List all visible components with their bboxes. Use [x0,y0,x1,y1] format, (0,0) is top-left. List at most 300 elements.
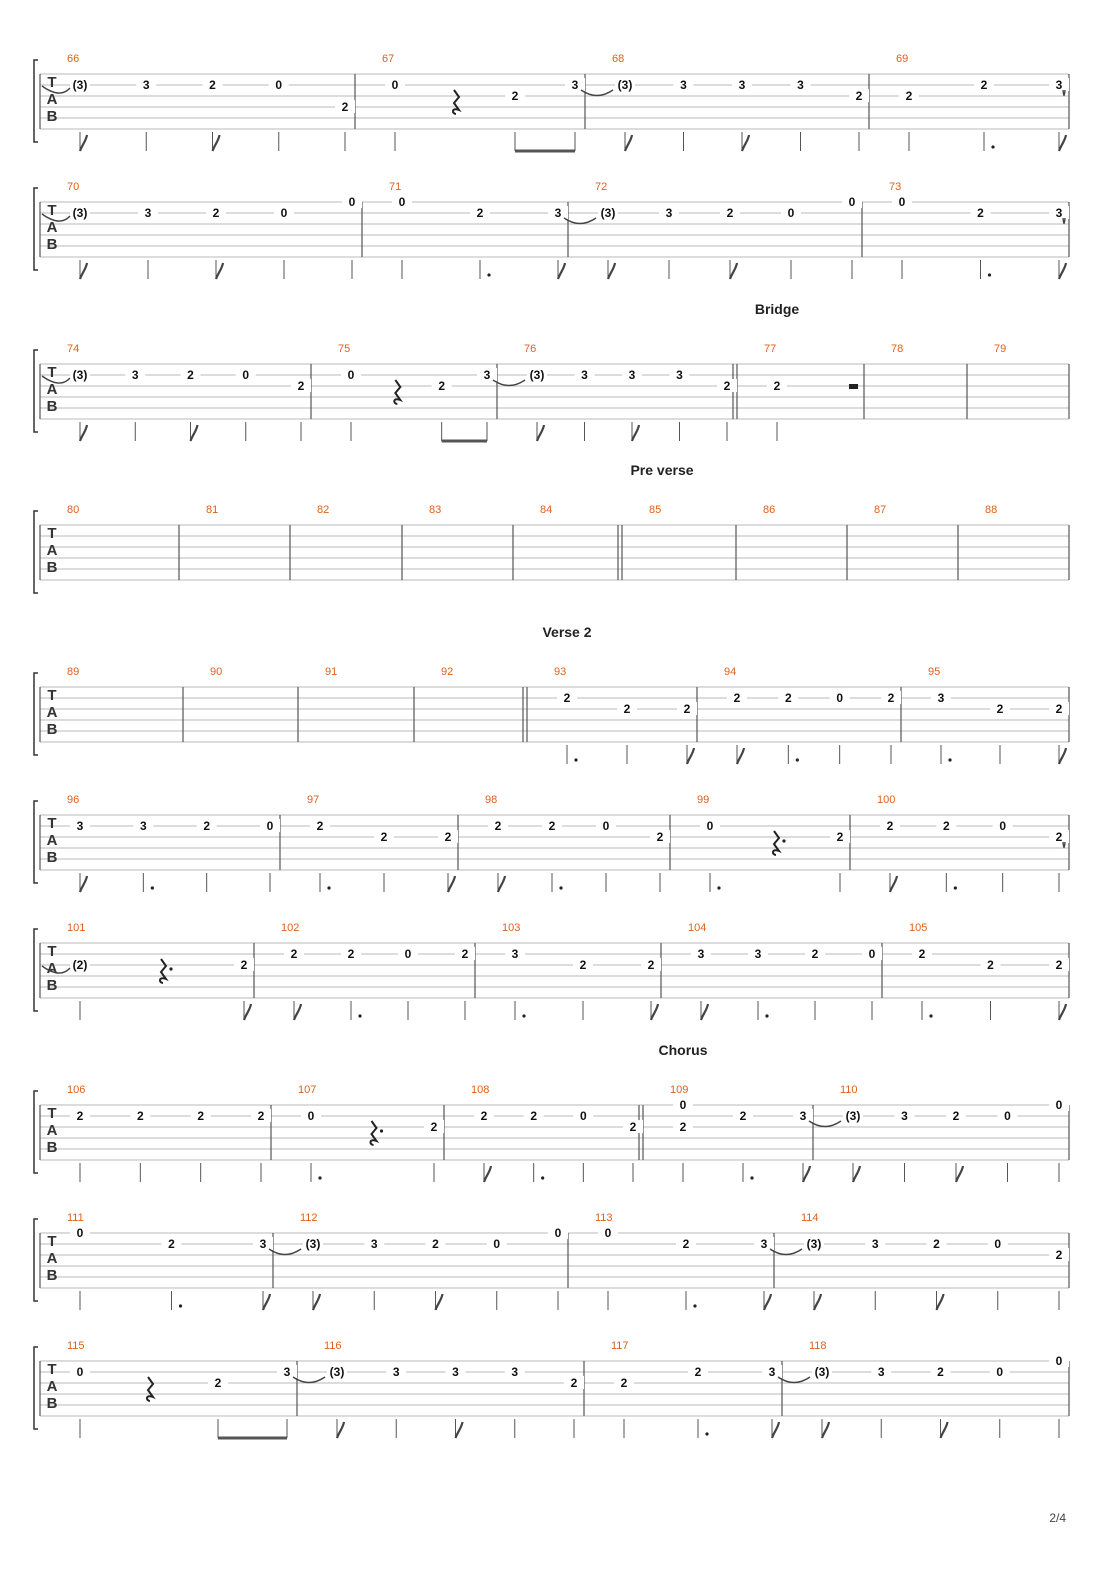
fret-number: 0 [348,195,356,209]
quarter-rest [370,1121,376,1145]
fret-number: 3 [581,368,588,382]
fret-number: 3 [665,206,673,220]
eighth-flag [822,1422,829,1438]
eighth-flag [80,876,87,892]
eighth-flag [498,876,505,892]
fret-number: 0 [266,819,274,833]
measure-number: 67 [382,53,395,65]
measure-number: 102 [281,922,300,934]
eighth-flag [1059,748,1066,764]
fret-number: (3) [617,78,633,92]
measure-number: 86 [763,504,776,516]
fret-number: 2 [548,819,556,833]
measure-number: 71 [389,181,402,193]
fret-number: 2 [444,830,452,844]
fret-number: 3 [571,78,579,92]
eighth-flag [263,1294,270,1310]
measure [840,1084,1069,1182]
measure-number: 114 [801,1212,819,1224]
fret-number: 2 [432,1237,439,1251]
fret-number: 3 [628,368,636,382]
quarter-rest [394,380,400,404]
measure-number: 66 [67,53,80,65]
eighth-flag [484,1166,491,1182]
fret-number: 3 [392,1365,400,1379]
system-bracket [34,60,38,142]
fret-number: 0 [1004,1109,1011,1123]
measure [595,181,862,279]
measure-number: 74 [67,343,80,355]
fret-number: 0 [602,819,610,833]
measure [42,922,254,1020]
eighth-flag [216,263,223,279]
measure-number: 94 [724,666,737,678]
fret-number: 3 [283,1365,291,1379]
fret-number: 2 [430,1120,438,1134]
tab-clef-letter: B [46,108,58,125]
tab-clef-letter: A [46,1378,58,1395]
measure [317,504,329,516]
fret-number: 2 [933,1237,940,1251]
dot [796,758,799,761]
fret-number: 2 [629,1120,637,1134]
fret-number: 2 [937,1365,944,1379]
fret-number: 2 [168,1237,175,1251]
fret-number: 2 [570,1376,578,1390]
fret-number: 2 [987,958,994,972]
measure [67,1212,301,1310]
staff-system [34,1042,1069,1182]
measure [540,504,552,516]
fret-number: 2 [563,691,571,705]
measure [649,504,661,516]
fret-number: 2 [511,89,519,103]
fret-number: 0 [76,1226,84,1240]
fret-number: 2 [494,819,502,833]
system-bracket [34,801,38,883]
fret-number: (3) [72,206,88,220]
measure [298,1084,444,1182]
measure-number: 93 [554,666,567,678]
measure-number: 99 [697,794,710,806]
fret-number: 2 [977,206,984,220]
fret-number: (3) [305,1237,321,1251]
fret-number: 3 [760,1237,768,1251]
measure-number: 108 [471,1084,490,1096]
fret-number: 3 [797,78,804,92]
fret-number: 2 [212,206,220,220]
measure [67,1340,325,1438]
measure-number: 101 [67,922,86,934]
dot [541,1176,544,1179]
measure [42,53,355,151]
fret-number: 2 [290,947,298,961]
fret-number: 3 [131,368,139,382]
fret-number: 3 [511,947,519,961]
eighth-flag [814,1294,821,1310]
fret-number: 2 [656,830,664,844]
tie [493,380,525,386]
measure [891,343,903,355]
measure [300,1212,568,1310]
fret-number: 2 [836,830,844,844]
dot [717,886,720,889]
dot [954,886,957,889]
tab-clef-letter: B [46,1139,58,1156]
fret-number: 0 [996,1365,1004,1379]
fret-number: (3) [72,78,88,92]
dot [765,1014,768,1017]
fret-number: 0 [398,195,406,209]
fret-number: 2 [480,1109,488,1123]
fret-number: 2 [1055,702,1063,716]
tie [269,1249,301,1255]
eighth-flag [337,1422,344,1438]
measure-number: 104 [688,922,707,934]
measure [471,1084,643,1182]
tab-clef-letter: T [47,943,57,960]
tab-clef-letter: B [46,398,58,415]
tab-clef-letter: B [46,1267,58,1284]
section-label: Verse 2 [542,624,592,640]
measure [67,1084,271,1182]
eighth-flag [80,135,87,151]
eighth-flag [742,135,749,151]
dot [782,839,785,842]
measure-number: 81 [206,504,219,516]
tab-clef-letter: T [47,1105,57,1122]
fret-number: 2 [784,691,792,705]
fret-number: 2 [942,819,950,833]
fret-number: 2 [240,958,248,972]
measure [210,666,222,678]
fret-number: 2 [197,1109,205,1123]
fret-number: 2 [694,1365,702,1379]
measure-number: 69 [896,53,909,65]
staff-system [34,181,1069,279]
fret-number: 0 [242,368,250,382]
measure-number: 111 [67,1212,84,1224]
eighth-flag [436,1294,443,1310]
tab-clef-letter: T [47,202,57,219]
fret-number: (3) [72,368,88,382]
dot [705,1432,708,1435]
half-rest [849,384,858,389]
fret-number: 2 [209,78,216,92]
eighth-flag [244,1004,251,1020]
fret-number: 2 [214,1376,222,1390]
fret-number: 0 [493,1237,501,1251]
staff-system [34,1340,1069,1438]
tie [778,1377,810,1383]
eighth-flag [890,876,897,892]
tie [564,218,596,224]
eighth-flag [701,1004,708,1020]
tab-clef-letter: A [46,381,58,398]
fret-number: 0 [280,206,288,220]
fret-number: 2 [887,691,895,705]
eighth-flag [537,425,544,441]
dot [929,1014,932,1017]
fret-number: 2 [918,947,926,961]
tab-clef-letter: T [47,364,57,381]
fret-number: 2 [187,368,194,382]
tab-clef-letter: A [46,91,58,108]
measure [325,666,337,678]
fret-number: 2 [726,206,734,220]
measure [724,666,901,764]
tie [809,1121,841,1127]
fret-number: 2 [257,1109,265,1123]
fret-number: 3 [901,1109,908,1123]
measure-number: 105 [909,922,928,934]
measure [429,504,441,516]
fret-number: 3 [676,368,683,382]
quarter-rest [147,1377,153,1401]
measure-number: 100 [877,794,896,806]
measure [595,1212,802,1310]
tab-clef-letter: T [47,815,57,832]
eighth-flag [191,425,198,441]
tab-clef-letter: A [46,832,58,849]
measure [809,1340,1069,1438]
staff-system [34,53,1069,151]
measure-number: 70 [67,181,80,193]
measure [307,794,458,892]
section-label: Pre verse [630,462,694,478]
system-bracket [34,673,38,755]
measure [382,53,613,151]
fret-number: (3) [600,206,616,220]
system-bracket [34,1347,38,1429]
tab-clef-letter: B [46,236,58,253]
eighth-flag [456,1422,463,1438]
measure-number: 92 [441,666,454,678]
measure [874,504,886,516]
measure [928,666,1069,764]
measure [763,504,775,516]
fret-number: 2 [461,947,469,961]
eighth-flag [937,1294,944,1310]
measure [281,922,475,1020]
measure [206,504,218,516]
fret-number: 2 [297,379,305,393]
fret-number: 3 [768,1365,776,1379]
measure [324,1340,584,1438]
eighth-flag [956,1166,963,1182]
eighth-flag [313,1294,320,1310]
system-bracket [34,929,38,1011]
tab-clef-letter: B [46,559,58,576]
tie [581,90,613,96]
tab-clef-letter: T [47,525,57,542]
measure [485,794,670,892]
staff-system [34,462,1069,593]
measure-number: 107 [298,1084,317,1096]
fret-number: 2 [811,947,819,961]
fret-number: 2 [723,379,731,393]
measure-number: 84 [540,504,553,516]
eighth-flag [608,263,615,279]
fret-number: 3 [144,206,152,220]
measure [985,504,997,516]
fret-number: 0 [604,1226,612,1240]
eighth-flag [213,135,220,151]
fret-number: 3 [738,78,746,92]
fret-number: 2 [647,958,655,972]
fret-number: 0 [554,1226,562,1240]
fret-number: 0 [404,947,412,961]
measure [801,1212,1069,1310]
fret-number: (3) [806,1237,822,1251]
dot [487,273,490,276]
fret-number: 3 [259,1237,267,1251]
fret-number: 3 [937,691,945,705]
measure-number: 73 [889,181,902,193]
fret-number: 2 [341,100,349,114]
fret-number: 2 [203,819,211,833]
fret-number: 3 [139,819,147,833]
fret-number: (3) [814,1365,830,1379]
measure-number: 89 [67,666,80,678]
eighth-flag [651,1004,658,1020]
system-bracket [34,1219,38,1301]
measure-number: 82 [317,504,330,516]
staff-system [34,1212,1069,1310]
measure [612,53,869,151]
fret-number: 2 [1055,830,1063,844]
eighth-flag [80,263,87,279]
dot [559,886,562,889]
system-bracket [34,350,38,432]
measure [441,666,453,678]
system-bracket [34,1091,38,1173]
dot [169,967,172,970]
tab-clef-letter: B [46,721,58,738]
tab-clef-letter: A [46,704,58,721]
fret-number: 3 [483,368,491,382]
eighth-flag [730,263,737,279]
tab-clef-letter: B [46,1395,58,1412]
fret-number: 3 [142,78,150,92]
fret-number: 2 [530,1109,538,1123]
fret-number: 3 [76,819,84,833]
measure-number: 97 [307,794,320,806]
measure-number: 98 [485,794,498,806]
dot [151,886,154,889]
measure [909,922,1069,1020]
eighth-flag [687,748,694,764]
fret-number: 0 [999,819,1007,833]
measure-number: 96 [67,794,80,806]
eighth-flag [294,1004,301,1020]
measure [670,1084,841,1182]
fret-number: 2 [623,702,631,716]
fret-number: 0 [275,78,283,92]
fret-number: 3 [877,1365,885,1379]
dot [327,886,330,889]
dot [693,1304,696,1307]
measure [67,666,79,678]
tab-clef-letter: T [47,1361,57,1378]
tab-clef-letter: B [46,977,58,994]
eighth-flag [1059,135,1066,151]
fret-number: 3 [511,1365,519,1379]
fret-number: 0 [898,195,906,209]
measure-number: 77 [764,343,777,355]
fret-number: 0 [836,691,844,705]
measure [502,922,661,1020]
measure-number: 79 [994,343,1007,355]
fret-number: 0 [706,819,714,833]
fret-number: 2 [855,89,863,103]
fret-number: (3) [529,368,545,382]
fret-number: 3 [1055,206,1063,220]
fret-number: 2 [739,1109,747,1123]
measure [67,504,79,516]
fret-number: 2 [886,819,894,833]
measure-number: 117 [611,1340,629,1352]
fret-number: 0 [579,1109,587,1123]
fret-number: 0 [76,1365,84,1379]
measure [896,53,1069,151]
fret-number: 3 [1055,78,1063,92]
tie [770,1249,802,1255]
measure-number: 116 [324,1340,342,1352]
section-label: Bridge [754,301,800,317]
staff-system [34,624,1069,764]
tie [293,1377,325,1383]
measure-number: 103 [502,922,521,934]
fret-number: 2 [316,819,324,833]
staff-system [34,922,1069,1020]
section-label: Chorus [658,1042,708,1058]
measure-number: 91 [325,666,338,678]
measure [764,343,858,441]
dot [988,273,991,276]
dot [522,1014,525,1017]
eighth-flag [772,1422,779,1438]
fret-number: 0 [787,206,795,220]
measure [42,343,311,441]
fret-number: 2 [980,78,988,92]
fret-number: 0 [1055,1098,1063,1112]
fret-number: 3 [370,1237,378,1251]
tab-clef-letter: T [47,74,57,91]
fret-number: 0 [679,1098,687,1112]
fret-number: 2 [1055,958,1063,972]
measure-number: 80 [67,504,80,516]
dot [948,758,951,761]
fret-number: 2 [476,206,484,220]
fret-number: 2 [679,1120,687,1134]
fret-number: 0 [391,78,399,92]
measure-number: 75 [338,343,351,355]
measure-number: 115 [67,1340,85,1352]
measure [389,181,596,279]
tab-clef-letter: A [46,1122,58,1139]
eighth-flag [764,1294,771,1310]
fret-number: 0 [1055,1354,1063,1368]
dot [318,1176,321,1179]
fret-number: 2 [76,1109,84,1123]
measure-number: 88 [985,504,998,516]
fret-number: 2 [579,958,587,972]
fret-number: 0 [994,1237,1002,1251]
fret-number: 3 [754,947,762,961]
measure [554,666,697,764]
fret-number: 2 [905,89,913,103]
